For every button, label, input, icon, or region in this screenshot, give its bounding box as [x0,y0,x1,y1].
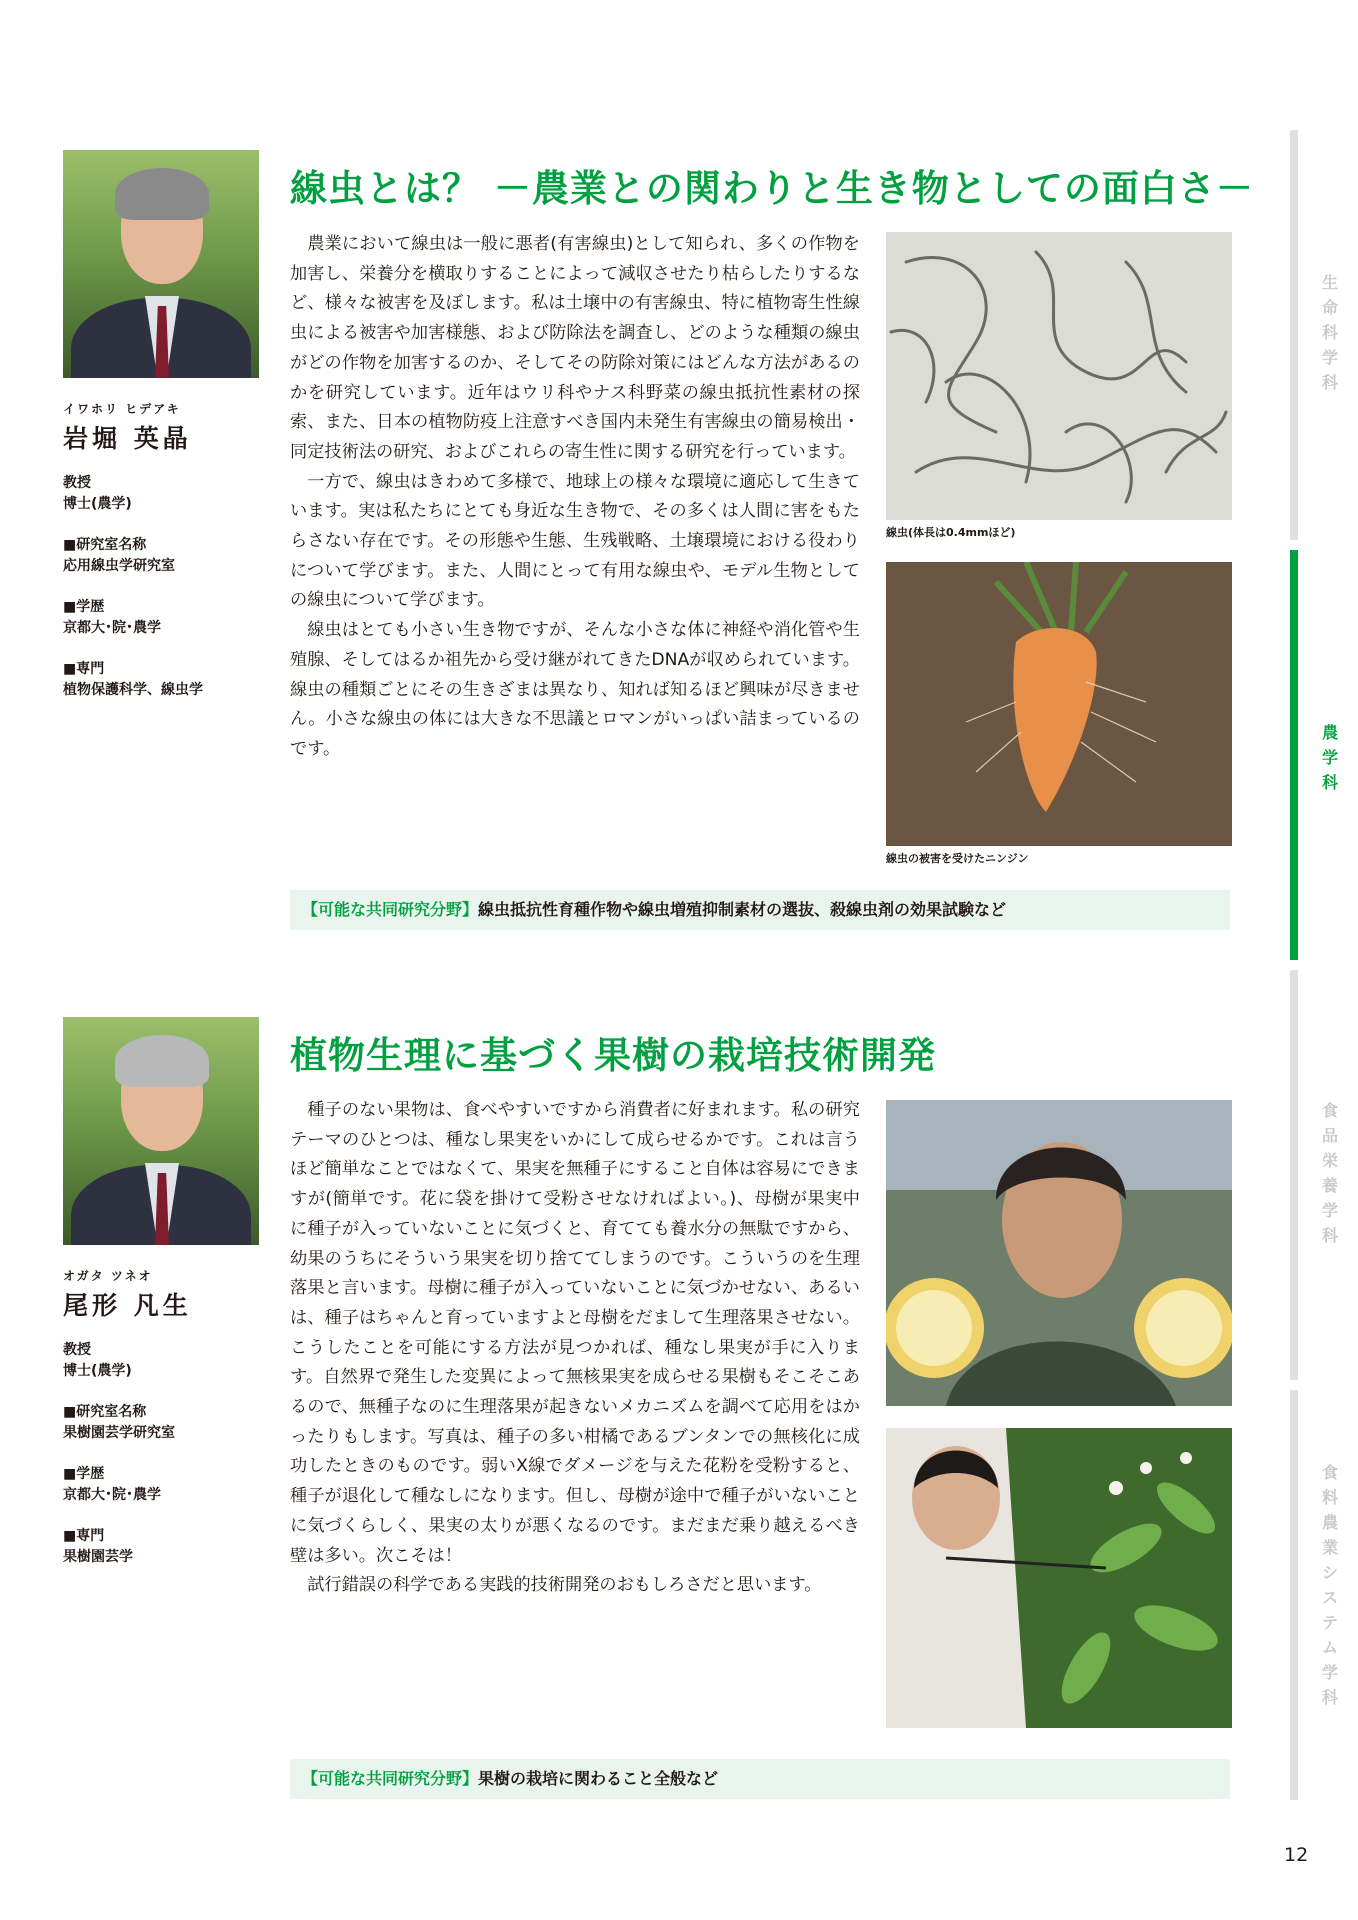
nematode-photo [886,232,1232,520]
tab-bar-food-agri-system [1290,1390,1298,1800]
lab-label: ■研究室名称 [63,1404,147,1420]
pollination-illustration [886,1428,1232,1728]
page-number: 12 [1284,1844,1309,1866]
person-name: 尾形 凡生 [63,1291,192,1320]
body-paragraph: 農業において線虫は一般に悪者(有害線虫)として知られ、多くの作物を加害し、栄養分を横取りすることによって減収させたり枯らしたりするなど、様々な被害を及ぼします。私は土壌中の有害線虫、特に植物寄生性線虫による被害や加害様態、および防除法を調査し、どのような種類の線虫がどの作物を加害するのか、そしてその防除対策にはどんな方法があるのかを研究しています。近年はウリ科やナス科野菜の線虫抵抗性素材の探索、また、日本の植物防疫上注意すべき国内未発生有害線虫の簡易検出・同定技術法の研究、およびこれらの寄生性に関する研究を行っています。 [290,234,860,462]
education: 京都大･院･農学 [63,1487,161,1503]
name-kana: イワホリ ヒデアキ [63,402,181,416]
collab-text: 果樹の栽培に関わること全般など [478,1769,719,1788]
profile-panel [63,1017,263,1588]
collab-tag: 【可能な共同研究分野】 [302,1769,479,1788]
researcher-photo [886,1100,1232,1406]
specialty: 植物保護科学、線虫学 [63,682,203,698]
lab-name: 果樹園芸学研究室 [63,1425,175,1441]
profile-meta [63,473,263,701]
lab-name: 応用線虫学研究室 [63,558,175,574]
tab-food-nutrition[interactable]: 食品栄養学科 [1321,1101,1338,1245]
carrot-photo [886,562,1232,846]
lab-label: ■研究室名称 [63,537,147,553]
nematode-illustration [886,232,1232,520]
carrot-illustration [886,562,1232,846]
tab-life-science[interactable]: 生命科学科 [1321,273,1338,392]
body-paragraph: 種子のない果物は、食べやすいですから消費者に好まれます。私の研究テーマのひとつは、種なし果実をいかにして成らせるかです。これは言うほど簡単なことではなくて、果実を無種子にすること自体は容易にできますが(簡単です。花に袋を掛けて受粉させなければよい。)、母樹が果実中に種子が入っていないことに気づくと、育てても養水分の無駄ですから、幼果のうちにそういう果実を切り捨ててしまうのです。こういうのを生理落果と言います。母樹に種子が入っていないことに気づかせない、あるいは、種子はちゃんと育っていますよと母樹をだまして生理落果させない。こうしたことを可能にする方法が見つかれば、種なし果実が手に入ります。自然界で発生した変異によって無核果実を成らせる果樹もそこそこあるので、無種子なのに生理落果が起きないメカニズムを調べて応用をはかったりもします。写真は、種子の多い柑橘であるブンタンでの無核化に成功したときのものです。弱いX線でダメージを与えた花粉を受粉すると、種子が退化して種なしになります。但し、母樹が途中で種子がいないことに気づくらしく、果実の太りが悪くなるのです。まだまだ乗り越えるべき壁は多い。次こそは！ [290,1100,860,1566]
tab-bar-life-science [1290,130,1298,540]
profile-panel [63,150,263,721]
education-label: ■学歴 [63,599,105,615]
specialty-label: ■専門 [63,1528,105,1544]
name-kana: オガタ ツネオ [63,1269,153,1283]
collab-tag: 【可能な共同研究分野】 [302,900,479,919]
body-paragraph: 試行錯誤の科学である実践的技術開発のおもしろさだと思います。 [307,1575,822,1596]
person-name: 岩堀 英晶 [63,424,192,453]
body-paragraph: 線虫はとても小さい生き物ですが、そんな小さな体に神経や消化管や生殖腺、そしてはるか祖先から受け継がれてきたDNAが収められています。線虫の種類ごとにその生きざまは異なり、知れば知るほど興味が尽きません。小さな線虫の体には大きな不思議とロマンがいっぱい詰まっているのです。 [290,620,860,759]
section-title: 線虫とは？ －農業との関わりと生き物としての面白さ－ [290,167,1254,210]
degree: 博士(農学) [63,496,132,512]
section-body [290,1096,860,1601]
education: 京都大･院･農学 [63,620,161,636]
portrait-photo [63,150,259,378]
tab-agriculture[interactable]: 農学科 [1321,723,1338,792]
profile-meta [63,1340,263,1568]
specialty: 果樹園芸学 [63,1549,133,1565]
education-label: ■学歴 [63,1466,105,1482]
collab-fields-banner [290,890,1230,930]
portrait-photo [63,1017,259,1245]
photo-caption: 線虫の被害を受けたニンジン [886,852,1029,865]
section-title: 植物生理に基づく果樹の栽培技術開発 [290,1034,936,1077]
position: 教授 [63,475,91,491]
collab-text: 線虫抵抗性育種作物や線虫増殖抑制素材の選抜、殺線虫剤の効果試験など [478,900,1007,919]
collab-fields-banner [290,1759,1230,1799]
section-body [290,230,860,765]
position: 教授 [63,1342,91,1358]
photo-caption: 線虫(体長は0.4mmほど) [886,526,1016,539]
body-paragraph: 一方で、線虫はきわめて多様で、地球上の様々な環境に適応して生きています。実は私たちにとても身近な生き物で、その多くは人間に害をもたらさない存在です。その形態や生態、生残戦略、土壌環境における役わりについて学びます。また、人間にとって有用な線虫や、モデル生物としての線虫について学びます。 [290,471,860,611]
tab-bar-food-nutrition [1290,970,1298,1380]
tab-food-agri-system[interactable]: 食料農業システム学科 [1321,1463,1338,1707]
tab-bar-agriculture [1290,550,1298,960]
specialty-label: ■専門 [63,661,105,677]
researcher-illustration [886,1100,1232,1406]
pollination-photo [886,1428,1232,1728]
degree: 博士(農学) [63,1363,132,1379]
